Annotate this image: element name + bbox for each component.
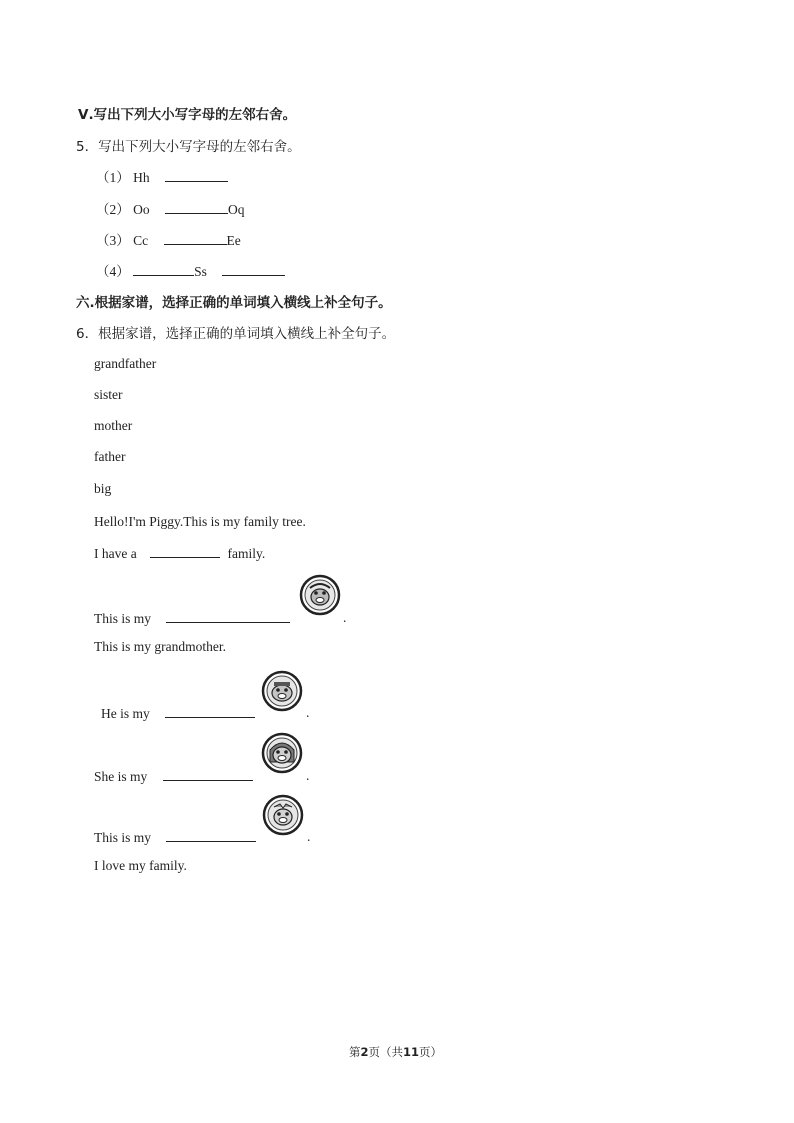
sentence-5 — [94, 768, 253, 785]
item-number: （1） — [96, 170, 130, 185]
sentence-text: This is my — [94, 830, 152, 845]
letter-pair: Cc — [133, 233, 149, 248]
sentence-text: I have a — [94, 546, 137, 561]
answer-blank[interactable] — [166, 829, 256, 842]
footer-text: 页） — [419, 1045, 443, 1059]
letter-pair: Ss — [194, 264, 207, 279]
answer-blank[interactable] — [222, 263, 285, 276]
footer-text: 第 — [349, 1045, 361, 1059]
answer-blank[interactable] — [163, 768, 253, 781]
word-bank-item: sister — [94, 387, 123, 402]
sentence-text: This is my — [94, 611, 152, 626]
letter-pair: Ee — [226, 233, 241, 248]
item-number: （2） — [96, 202, 130, 217]
question-5-prompt: 5．写出下列大小写字母的左邻右舍。 — [76, 139, 301, 155]
letter-pair: Hh — [133, 170, 150, 185]
section-6-heading: 六.根据家谱，选择正确的单词填入横线上补全句子。 — [76, 295, 392, 311]
sentence-4 — [101, 705, 255, 722]
intro-sentence: Hello!I'm Piggy.This is my family tree. — [94, 514, 306, 529]
section-5-heading: Ⅴ.写出下列大小写字母的左邻右舍。 — [78, 107, 297, 123]
answer-blank[interactable] — [165, 705, 255, 718]
mother-portrait-icon — [261, 732, 303, 774]
period: . — [306, 768, 310, 783]
period: . — [343, 610, 347, 625]
sentence-text: She is my — [94, 769, 148, 784]
answer-blank[interactable] — [150, 545, 220, 558]
item-5-4 — [96, 260, 285, 280]
total-pages: 11 — [403, 1045, 420, 1059]
answer-blank[interactable] — [133, 263, 194, 276]
answer-blank[interactable] — [166, 610, 290, 623]
sentence-text: family. — [227, 546, 266, 561]
sentence-6 — [94, 829, 256, 846]
period: . — [306, 705, 310, 720]
grandfather-portrait-icon — [299, 574, 341, 616]
word-bank-item: big — [94, 481, 112, 496]
sentence-text: He is my — [101, 706, 150, 721]
item-number: （3） — [96, 233, 130, 248]
word-bank-item: grandfather — [94, 356, 157, 371]
sentence-2 — [94, 610, 290, 627]
item-5-2 — [96, 198, 245, 218]
item-number: （4） — [96, 264, 130, 279]
sentence-3: This is my grandmother. — [94, 639, 226, 654]
item-5-3 — [96, 229, 241, 249]
answer-blank[interactable] — [165, 201, 228, 214]
answer-blank[interactable] — [165, 169, 228, 182]
answer-blank[interactable] — [164, 232, 227, 245]
word-bank-item: father — [94, 449, 126, 464]
period: . — [307, 829, 311, 844]
footer-text: 页（共 — [368, 1045, 404, 1059]
question-6-prompt: 6．根据家谱，选择正确的单词填入横线上补全句子。 — [76, 326, 396, 342]
letter-pair: Oo — [133, 202, 150, 217]
page-number: 2 — [360, 1045, 369, 1059]
word-bank-item: mother — [94, 418, 133, 433]
father-portrait-icon — [261, 670, 303, 712]
closing-sentence: I love my family. — [94, 858, 187, 873]
item-5-1 — [96, 166, 228, 186]
sentence-1 — [94, 545, 265, 562]
letter-pair: Oq — [228, 202, 245, 217]
page-footer — [349, 1044, 442, 1060]
sister-portrait-icon — [262, 794, 304, 836]
